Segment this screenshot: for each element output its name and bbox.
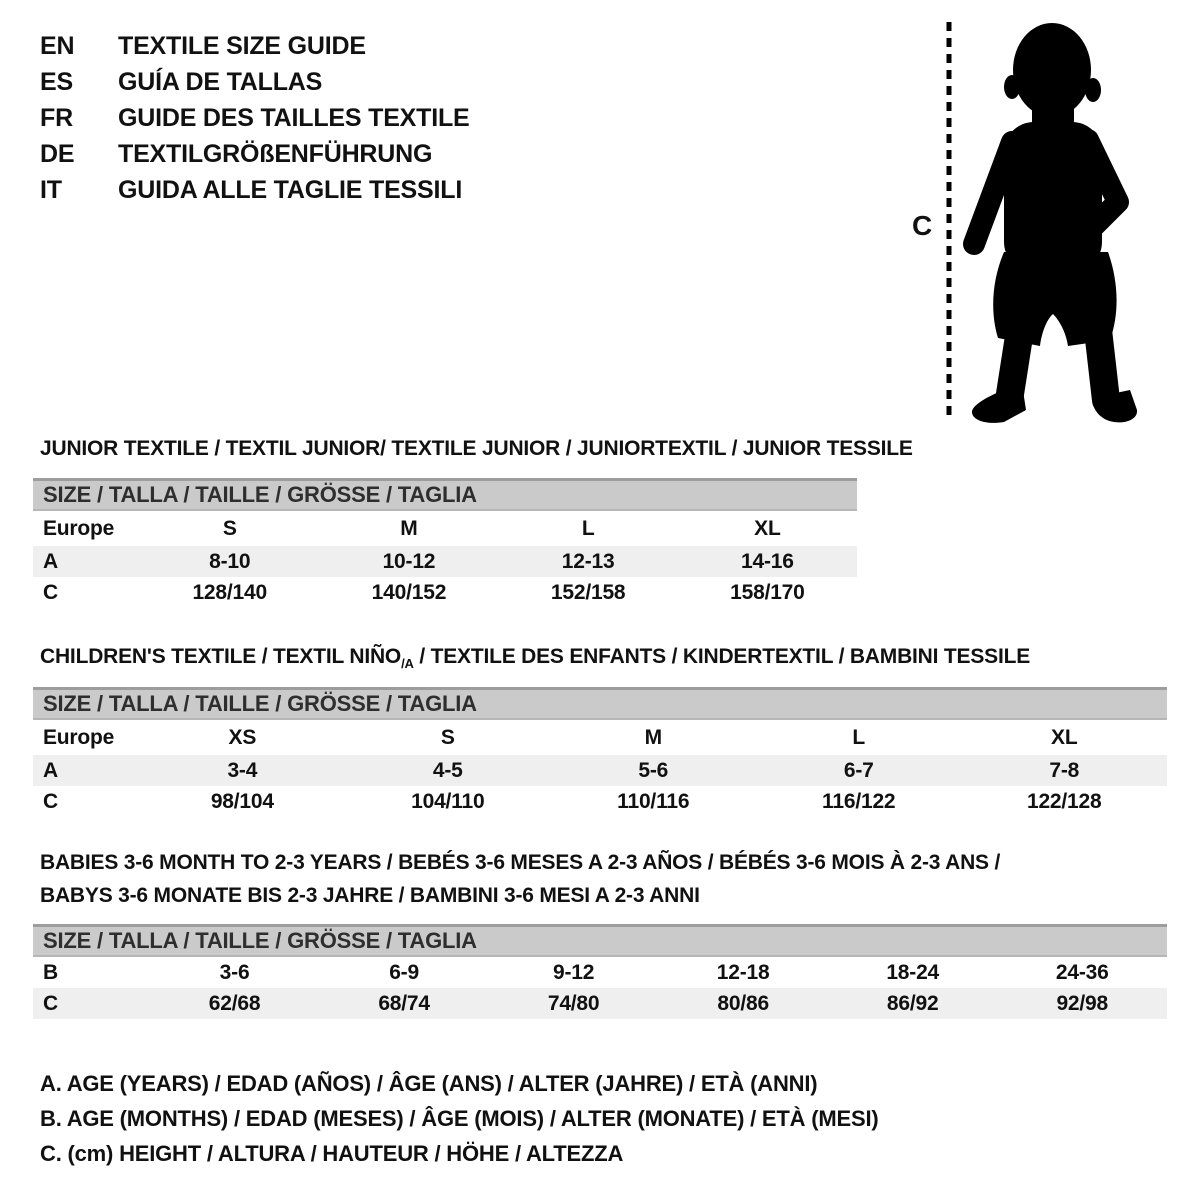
size-value-cell: 158/170 xyxy=(730,580,805,604)
size-value-cell: 5-6 xyxy=(638,758,669,782)
column-header-cell: XL xyxy=(754,516,781,540)
row-label-cell: B xyxy=(43,960,58,984)
size-value-cell: 7-8 xyxy=(1049,758,1080,782)
size-value-cell: 12-13 xyxy=(561,549,615,573)
baby-silhouette-icon xyxy=(960,12,1148,432)
children-title-part2: / TEXTILE DES ENFANTS / KINDERTEXTIL / BAMBINI TESSILE xyxy=(413,645,1031,668)
size-value-cell: 98/104 xyxy=(210,789,274,813)
table-row-age-months xyxy=(33,957,1167,988)
size-value-cell: 12-18 xyxy=(716,960,770,984)
language-row xyxy=(40,136,470,172)
table-row-height xyxy=(33,988,1167,1019)
row-label-cell: C xyxy=(43,789,58,813)
size-header-bar: SIZE / TALLA / TAILLE / GRÖSSE / TAGLIA xyxy=(33,478,857,511)
column-header-cell: Europe xyxy=(43,725,115,749)
size-value-cell: 10-12 xyxy=(382,549,436,573)
legend-line-c: C. (cm) HEIGHT / ALTURA / HAUTEUR / HÖHE / ALTEZZA xyxy=(40,1141,624,1166)
table-row-age xyxy=(33,755,1167,786)
guide-title: TEXTILGRÖßENFÜHRUNG xyxy=(118,139,433,168)
guide-title: TEXTILE SIZE GUIDE xyxy=(118,31,366,60)
size-value-cell: 110/116 xyxy=(617,789,690,813)
row-label-cell: C xyxy=(43,991,58,1015)
size-value-cell: 68/74 xyxy=(378,991,430,1015)
babies-size-table xyxy=(33,924,1167,1019)
size-value-cell: 6-9 xyxy=(389,960,419,984)
size-header-bar: SIZE / TALLA / TAILLE / GRÖSSE / TAGLIA xyxy=(33,924,1167,957)
language-code: EN xyxy=(40,31,75,60)
size-value-cell: 24-36 xyxy=(1055,960,1109,984)
table-row-height xyxy=(33,577,857,608)
language-code: ES xyxy=(40,67,73,96)
size-value-cell: 3-6 xyxy=(219,960,250,984)
babies-title-line1: BABIES 3-6 MONTH TO 2-3 YEARS / BEBÉS 3-6 MESES A 2-3 AÑOS / BÉBÉS 3-6 MOIS À 2-3 ANS / xyxy=(40,851,1001,874)
column-header-cell: XL xyxy=(1051,725,1078,749)
table-header-row xyxy=(33,511,857,546)
size-value-cell: 128/140 xyxy=(192,580,267,604)
row-label-cell: C xyxy=(43,580,58,604)
size-value-cell: 14-16 xyxy=(741,549,794,573)
size-value-cell: 6-7 xyxy=(843,758,874,782)
language-code: IT xyxy=(40,175,62,204)
size-header-bar: SIZE / TALLA / TAILLE / GRÖSSE / TAGLIA xyxy=(33,687,1167,720)
children-title-part1: CHILDREN'S TEXTILE / TEXTIL NIÑO xyxy=(40,645,402,668)
language-row xyxy=(40,28,470,64)
table-header-row xyxy=(33,720,1167,755)
legend xyxy=(40,1066,878,1171)
junior-section-title: JUNIOR TEXTILE / TEXTIL JUNIOR/ TEXTILE JUNIOR / JUNIORTEXTIL / JUNIOR TESSILE xyxy=(40,437,913,460)
size-value-cell: 92/98 xyxy=(1056,991,1108,1015)
column-header-cell: S xyxy=(222,516,237,540)
size-value-cell: 18-24 xyxy=(886,960,940,984)
language-code: FR xyxy=(40,103,73,132)
guide-title: GUIDA ALLE TAGLIE TESSILI xyxy=(118,175,463,204)
legend-line-a: A. AGE (YEARS) / EDAD (AÑOS) / ÂGE (ANS) / ALTER (JAHRE) / ETÀ (ANNI) xyxy=(40,1071,818,1096)
column-header-cell: M xyxy=(400,516,418,540)
table-row-height xyxy=(33,786,1167,817)
row-label-cell: A xyxy=(43,549,58,573)
height-measure-label: C xyxy=(912,210,933,241)
language-title-list xyxy=(40,28,470,208)
size-value-cell: 74/80 xyxy=(547,991,600,1015)
size-value-cell: 86/92 xyxy=(886,991,939,1015)
size-value-cell: 140/152 xyxy=(371,580,447,604)
language-code: DE xyxy=(40,139,75,168)
column-header-cell: S xyxy=(440,725,455,749)
babies-title-line2: BABYS 3-6 MONATE BIS 2-3 JAHRE / BAMBINI 3-6 MESI A 2-3 ANNI xyxy=(40,884,700,907)
height-figure xyxy=(898,10,1168,434)
row-label-cell: A xyxy=(43,758,58,782)
language-row xyxy=(40,100,470,136)
children-title-sub: /A xyxy=(401,656,414,672)
language-row xyxy=(40,172,470,208)
column-header-cell: L xyxy=(852,725,866,749)
guide-title: GUIDE DES TAILLES TEXTILE xyxy=(118,103,470,132)
children-section-title xyxy=(40,645,1030,671)
column-header-cell: Europe xyxy=(43,516,115,540)
size-value-cell: 116/122 xyxy=(822,789,896,813)
legend-line-b: B. AGE (MONTHS) / EDAD (MESES) / ÂGE (MOIS) / ALTER (MONATE) / ETÀ (MESI) xyxy=(40,1106,879,1131)
size-value-cell: 152/158 xyxy=(550,580,626,604)
size-value-cell: 8-10 xyxy=(209,549,251,573)
size-value-cell: 3-4 xyxy=(227,758,258,782)
size-value-cell: 122/128 xyxy=(1026,789,1102,813)
column-header-cell: L xyxy=(581,516,595,540)
column-header-cell: XS xyxy=(228,725,257,749)
guide-title: GUÍA DE TALLAS xyxy=(118,67,323,96)
size-value-cell: 62/68 xyxy=(208,991,261,1015)
babies-section-title xyxy=(40,846,1000,912)
language-row xyxy=(40,64,470,100)
junior-size-table xyxy=(33,478,857,608)
size-value-cell: 104/110 xyxy=(411,789,485,813)
children-size-table xyxy=(33,687,1167,817)
column-header-cell: M xyxy=(644,725,662,749)
size-value-cell: 9-12 xyxy=(553,960,595,984)
size-value-cell: 4-5 xyxy=(432,758,463,782)
height-dashed-line-icon xyxy=(945,22,953,422)
size-value-cell: 80/86 xyxy=(717,991,769,1015)
table-row-age xyxy=(33,546,857,577)
